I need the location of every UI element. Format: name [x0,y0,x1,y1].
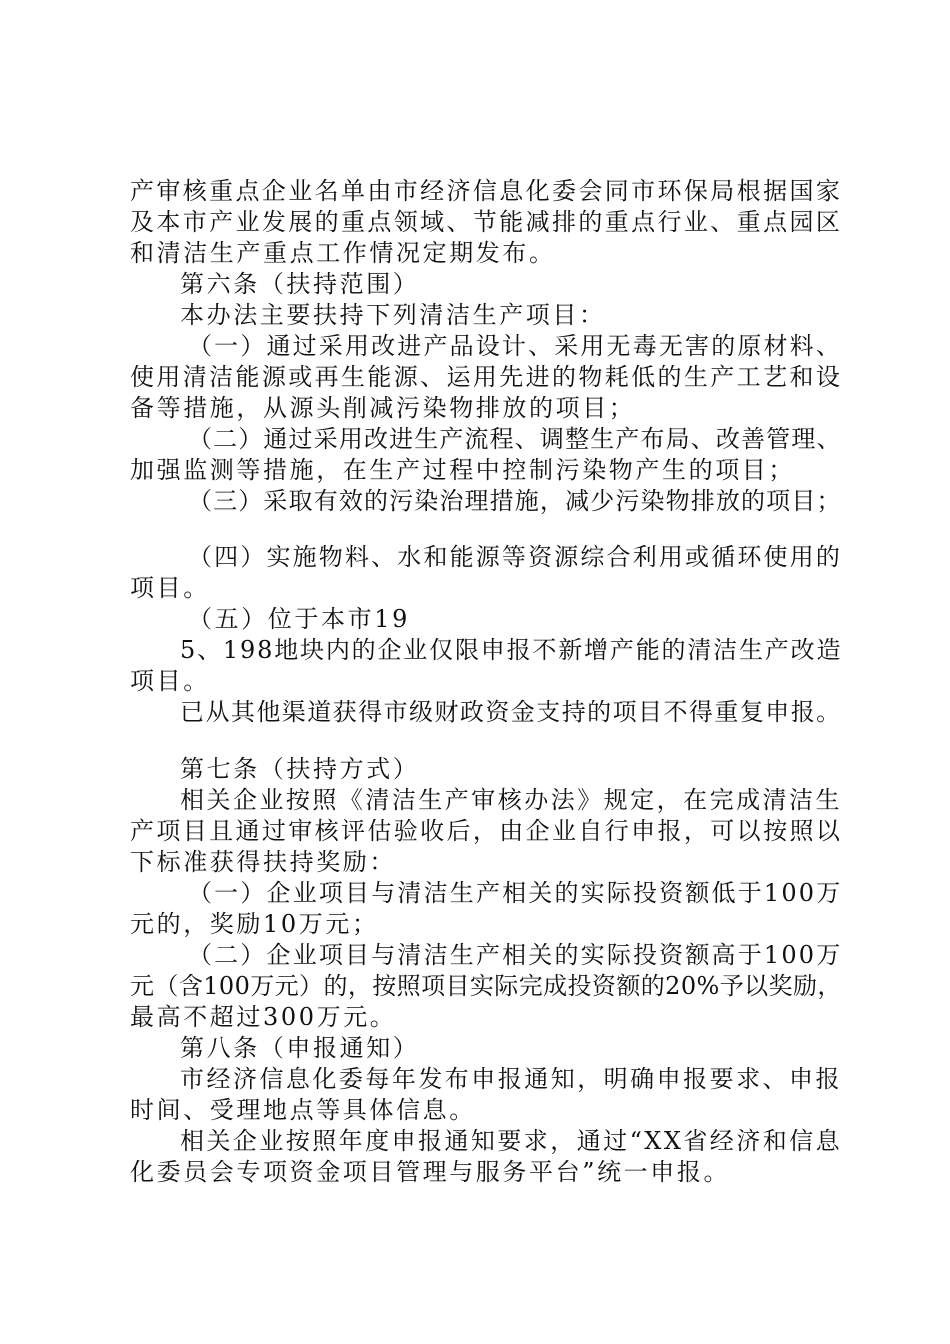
article-heading: 第八条（申报通知） [180,1034,420,1062]
body-text-line: 下标准获得扶持奖励： [130,848,396,876]
list-item-line: （五）位于本市19 [188,605,410,633]
list-item-line: （三）采取有效的污染治理措施，减少污染物排放的项目； [188,487,842,515]
body-text-line: 产审核重点企业名单由市经济信息化委会同市环保局根据国家 [130,177,843,205]
list-item-line: （一）通过采用改进产品设计、采用无毒无害的原材料、 [188,332,842,360]
body-text-line: 项目。 [130,667,210,695]
body-text-line: 元（含100万元）的，按照项目实际完成投资额的20%予以奖励， [130,972,842,1000]
body-text-line: 加强监测等措施，在生产过程中控制污染物产生的项目； [130,456,795,484]
body-text-line: 及本市产业发展的重点领域、节能减排的重点行业、重点园区 [130,208,843,236]
list-item-line: （二）通过采用改进生产流程、调整生产布局、改善管理、 [188,425,842,453]
body-text-line: 化委员会专项资金项目管理与服务平台”统一申报。 [130,1158,731,1186]
list-item-line: （一）企业项目与清洁生产相关的实际投资额低于100万 [188,879,843,907]
body-text-line: 5、198地块内的企业仅限申报不新增产能的清洁生产改造 [180,636,843,664]
body-text-line: 和清洁生产重点工作情况定期发布。 [130,239,556,267]
body-text-line: 已从其他渠道获得市级财政资金支持的项目不得重复申报。 [180,698,842,726]
body-text-line: 项目。 [130,574,210,602]
body-text-line: 产项目且通过审核评估验收后，由企业自行申报，可以按照以 [130,817,843,845]
article-heading: 第六条（扶持范围） [180,270,420,298]
body-text-line: 相关企业按照年度申报通知要求，通过“XX省经济和信息 [180,1127,843,1155]
body-text-line: 元的，奖励10万元； [130,910,379,938]
list-item-line: （四）实施物料、水和能源等资源综合利用或循环使用的 [188,543,842,571]
article-heading: 第七条（扶持方式） [180,755,420,783]
body-text-line: 相关企业按照《清洁生产审核办法》规定，在完成清洁生 [180,786,842,814]
body-text-line: 市经济信息化委每年发布申报通知，明确申报要求、申报 [180,1065,842,1093]
body-text-line: 本办法主要扶持下列清洁生产项目： [180,301,606,329]
body-text-line: 备等措施，从源头削减污染物排放的项目； [130,394,636,422]
body-text-line: 使用清洁能源或再生能源、运用先进的物耗低的生产工艺和设 [130,363,843,391]
body-text-line: 最高不超过300万元。 [130,1003,397,1031]
body-text-line: 时间、受理地点等具体信息。 [130,1096,476,1124]
list-item-line: （二）企业项目与清洁生产相关的实际投资额高于100万 [188,941,843,969]
